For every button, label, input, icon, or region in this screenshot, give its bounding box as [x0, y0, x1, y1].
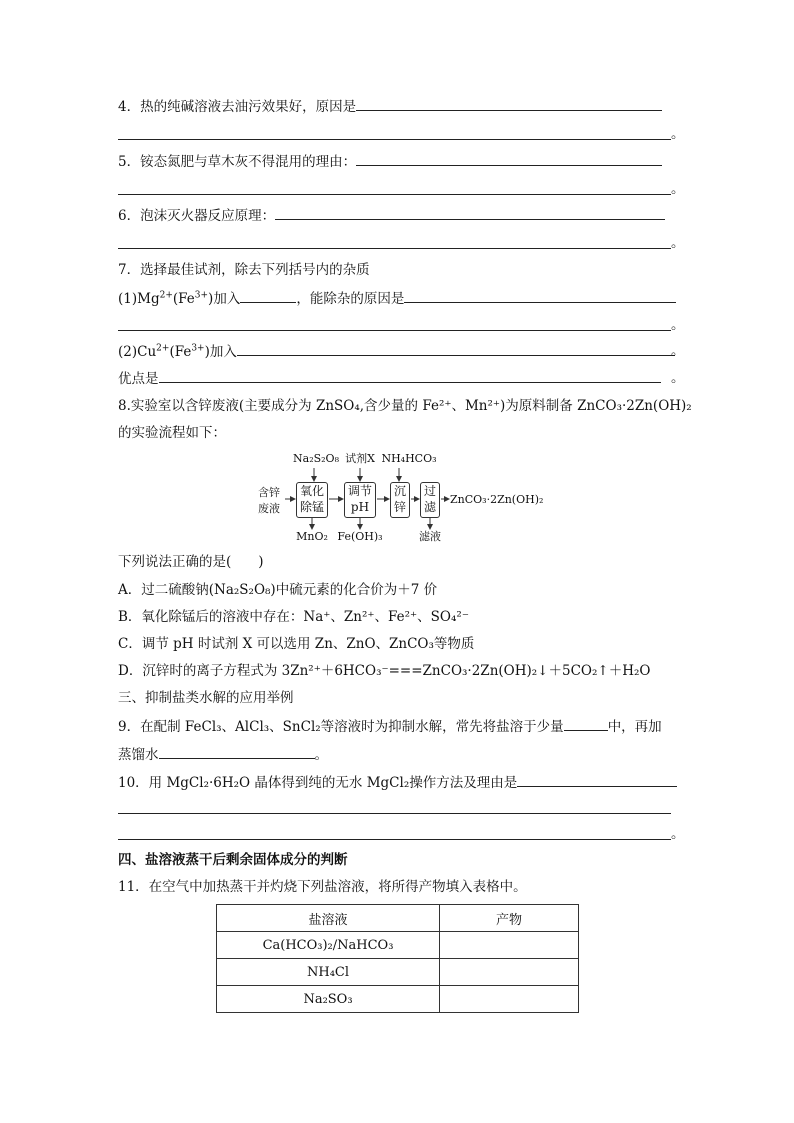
table-cell-salt: Na₂SO₃ — [217, 986, 440, 1013]
output-filtrate: 滤液 — [419, 530, 441, 543]
q8-stem-line2: 的实验流程如下： — [118, 425, 226, 441]
q8-stem-line1: 8.实验室以含锌废液(主要成分为 ZnSO₄,含少量的 Fe²⁺、Mn²⁺)为原料制备 ZnCO₃·2Zn(OH)₂ — [118, 398, 692, 414]
q11-stem: 11．在空气中加热蒸干并灼烧下列盐溶液，将所得产物填入表格中。 — [118, 879, 527, 895]
q7-advantage: 优点是 — [118, 368, 661, 389]
q10-answer-line1[interactable] — [118, 813, 671, 814]
q8-question: 下列说法正确的是( ) — [118, 554, 264, 570]
table-row — [217, 932, 579, 959]
reagent-nh4hco3: NH₄HCO₃ — [381, 452, 437, 465]
q7-period2: 。 — [671, 343, 685, 359]
table-cell-product[interactable] — [440, 986, 579, 1013]
q7-period3: 。 — [671, 370, 685, 386]
q4-period: 。 — [671, 126, 685, 142]
section4-title: 四、盐溶液蒸干后剩余固体成分的判断 — [118, 852, 348, 868]
q9-line1: 9．在配制 FeCl₃、AlCl₃、SnCl₂等溶液时为抑制水解，常先将盐溶于少量 中，再加 — [118, 716, 662, 737]
q10-stem: 10．用 MgCl₂·6H₂O 晶体得到纯的无水 MgCl₂操作方法及理由是 — [118, 772, 677, 793]
reagent-x: 试剂X — [345, 452, 375, 465]
q9-line2: 蒸馏水 。 — [118, 744, 328, 765]
start-label-line1: 含锌 — [258, 486, 280, 499]
q6-stem: 6．泡沫灭火器反应原理： — [118, 205, 665, 226]
q10-period: 。 — [671, 826, 685, 842]
table-cell-salt: NH₄Cl — [217, 959, 440, 986]
section3-title: 三、抑制盐类水解的应用举例 — [118, 690, 294, 706]
q7-part1: $(1)Mg^{2+}(Fe^{3+})$加入 ，能除杂的原因是 — [118, 288, 676, 309]
q8-option-a[interactable]: A．过二硫酸钠(Na₂S₂O₈)中硫元素的化合价为＋7 价 — [118, 582, 438, 598]
product-label: ZnCO₃·2Zn(OH)₂ — [450, 493, 544, 506]
q6-period: 。 — [671, 235, 685, 251]
table-header-row — [217, 905, 579, 932]
output-fe-oh-3: Fe(OH)₃ — [337, 530, 383, 543]
q10-answer-line2[interactable] — [118, 839, 671, 840]
start-label-line2: 废液 — [258, 502, 280, 515]
table-header-salt: 盐溶液 — [217, 905, 440, 932]
box-precipitate-zinc: 沉 锌 — [390, 482, 410, 518]
q7-period1: 。 — [671, 317, 685, 333]
table-header-product: 产物 — [440, 905, 579, 932]
table-cell-product[interactable] — [440, 932, 579, 959]
q5-stem: 5．铵态氮肥与草木灰不得混用的理由： — [118, 151, 662, 172]
q4-stem: 4．热的纯碱溶液去油污效果好，原因是 — [118, 96, 662, 117]
q9-solvent-blank[interactable] — [564, 716, 608, 731]
box-filter: 过 滤 — [420, 482, 440, 518]
q8-option-b[interactable]: B．氧化除锰后的溶液中存在：Na⁺、Zn²⁺、Fe²⁺、SO₄²⁻ — [118, 609, 469, 625]
table-cell-salt: Ca(HCO₃)₂/NaHCO₃ — [217, 932, 440, 959]
q7-part2: $(2)Cu^{2+}(Fe^{3+})$加入 — [118, 341, 675, 362]
q8-option-d[interactable]: D．沉锌时的离子方程式为 3Zn²⁺＋6HCO₃⁻===ZnCO₃·2Zn(OH)₂↓＋5CO₂↑＋H₂O — [118, 663, 651, 679]
reagent-na2s2o8: Na₂S₂O₈ — [293, 452, 339, 465]
salt-table — [216, 904, 579, 1013]
q9-reason-blank[interactable] — [159, 744, 315, 759]
q7-stem: 7．选择最佳试剂，除去下列括号内的杂质 — [118, 262, 370, 278]
q5-period: 。 — [671, 181, 685, 197]
table-row — [217, 959, 579, 986]
table-cell-product[interactable] — [440, 959, 579, 986]
box-oxidation: 氧化 除锰 — [296, 482, 328, 518]
output-mno2: MnO₂ — [296, 530, 328, 543]
box-adjust-ph: 调节 pH — [344, 482, 376, 518]
q10-answer-blank[interactable] — [517, 772, 677, 787]
table-row — [217, 986, 579, 1013]
q8-option-c[interactable]: C．调节 pH 时试剂 X 可以选用 Zn、ZnO、ZnCO₃等物质 — [118, 636, 475, 652]
